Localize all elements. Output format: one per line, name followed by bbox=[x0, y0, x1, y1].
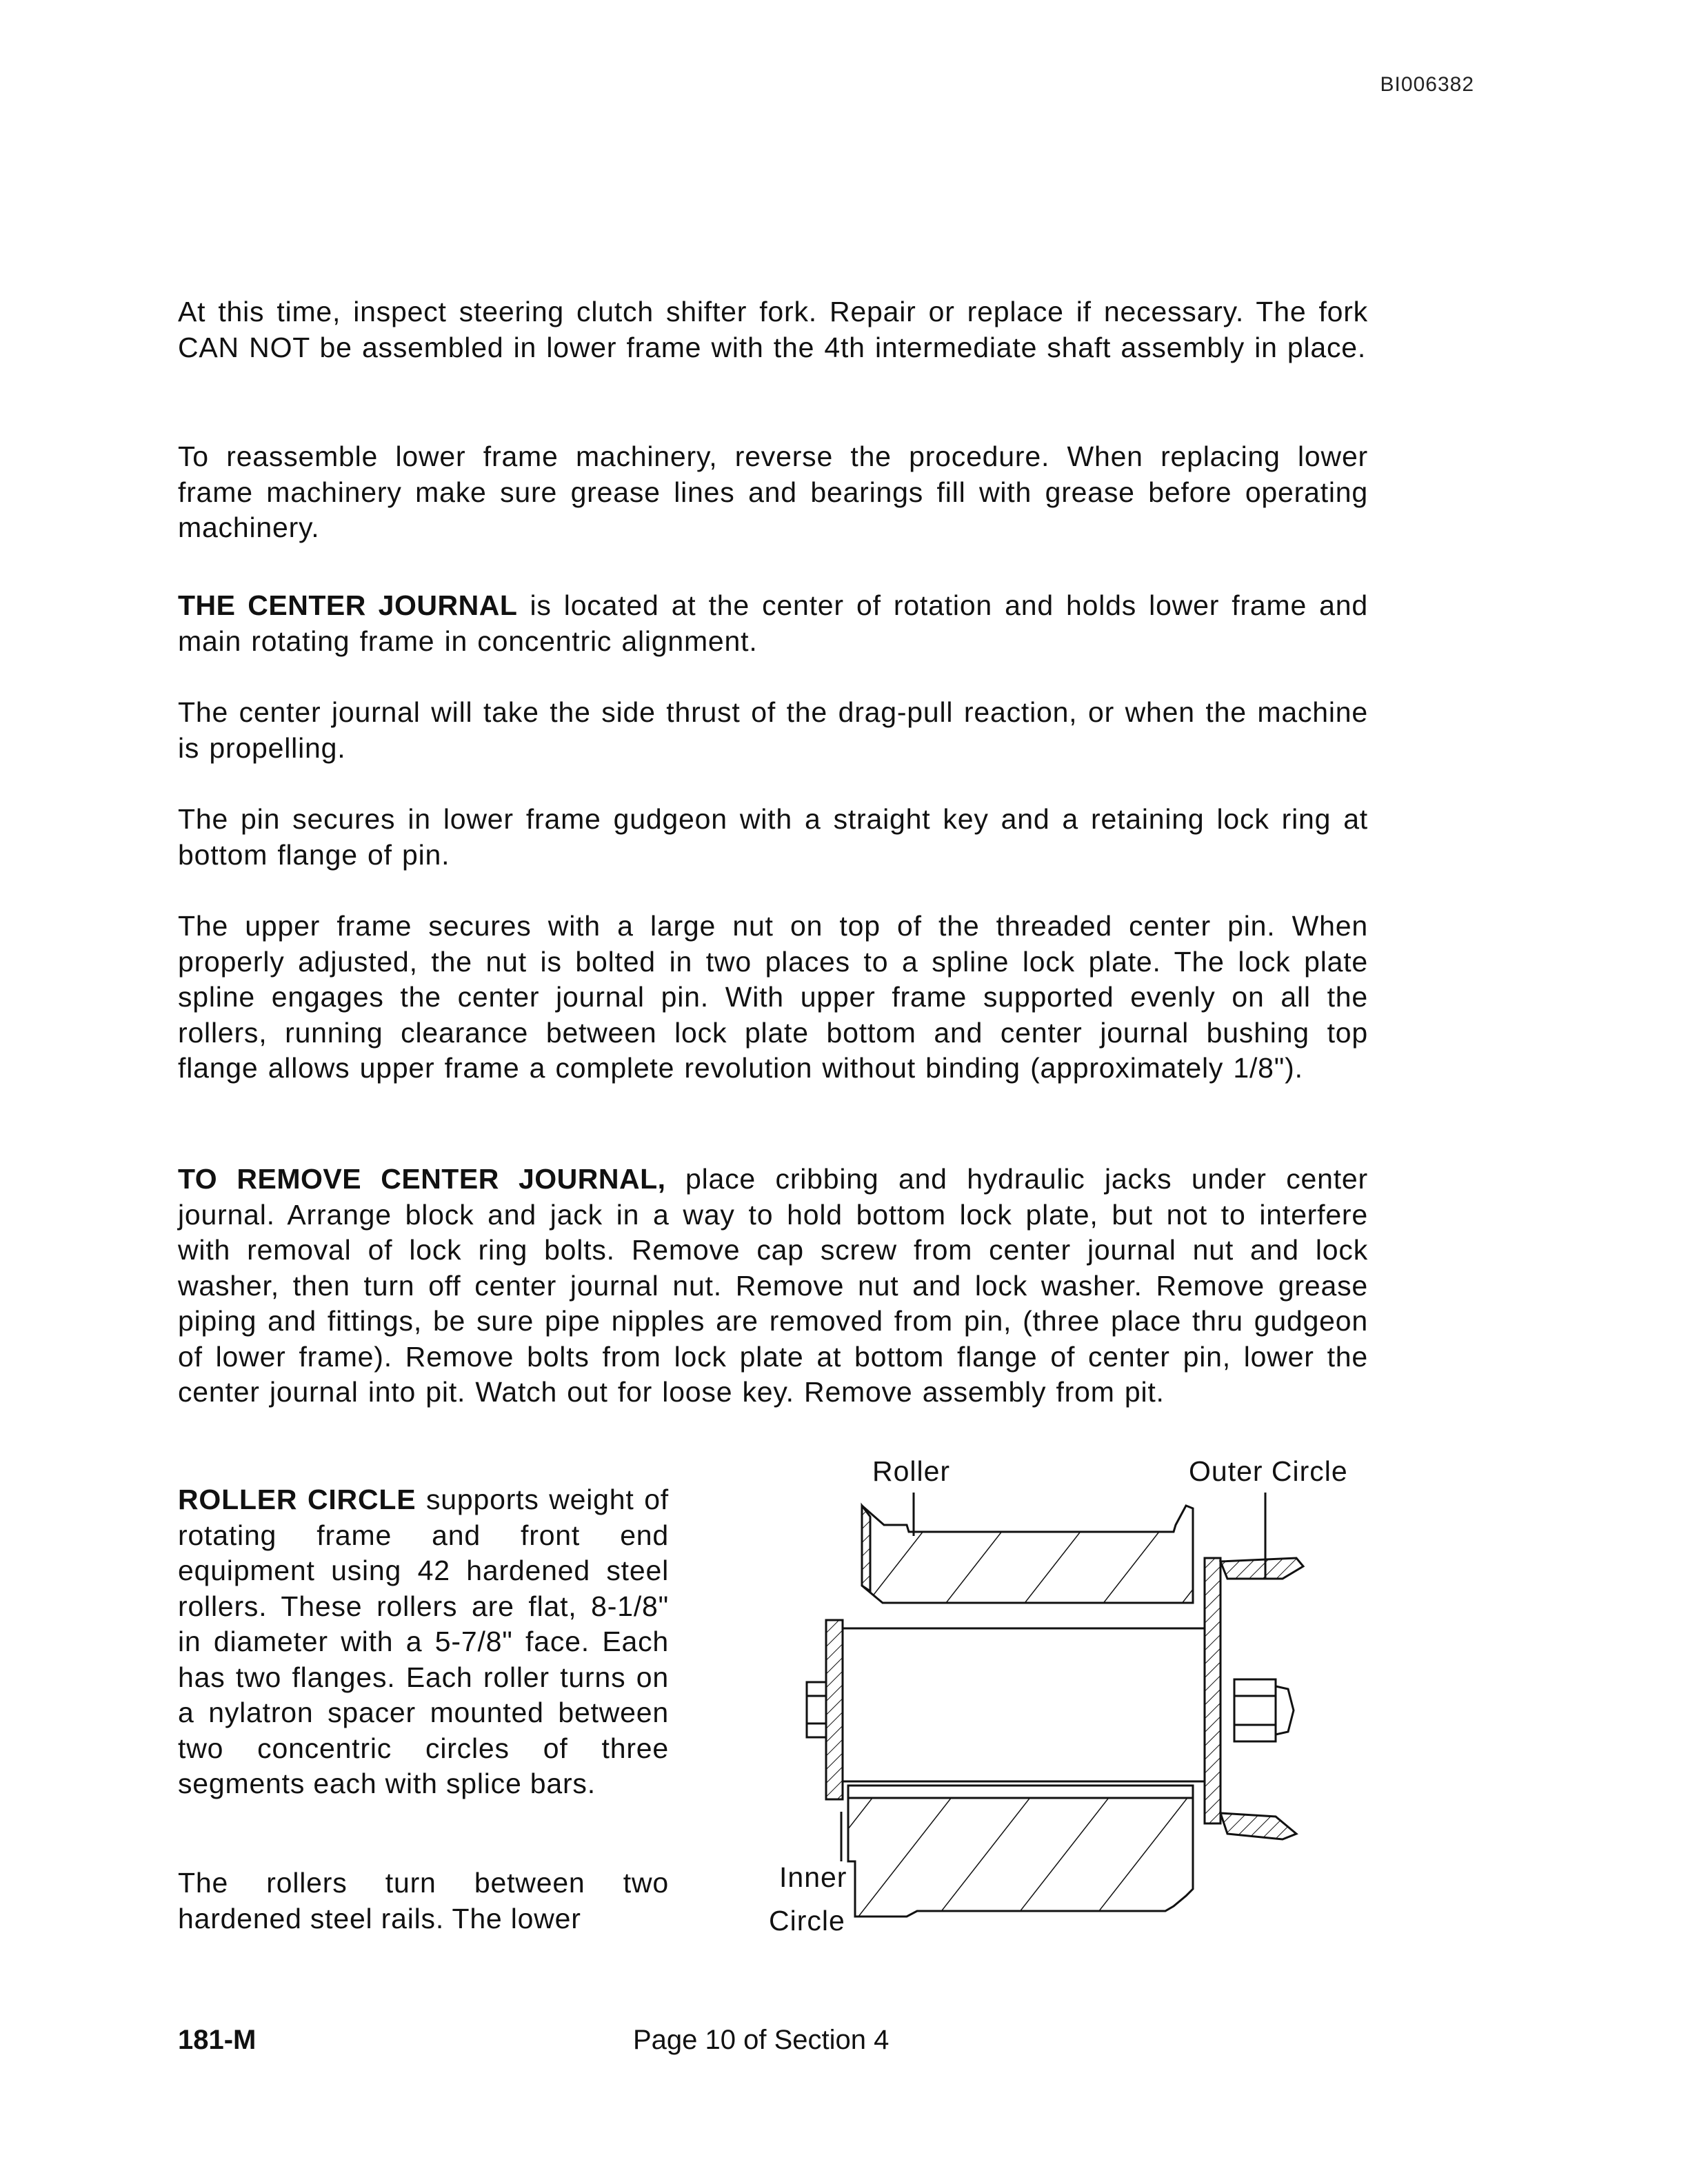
roller-lower-half bbox=[848, 1786, 1193, 1917]
paragraph-reassemble: To reassemble lower frame machinery, reverse the procedure. When replacing lower frame machinery make sure grease lines and bearings fill with grease before operating machinery. bbox=[178, 441, 1368, 543]
label-inner: Inner bbox=[779, 1861, 847, 1893]
paragraph-upper-frame: The upper frame secures with a large nut on top of the threaded center pin. When properly adjusted, the nut is bolted in two places to a spline lock plate. The lock plate spline engages the center journal pin. With upper frame supported evenly on all the rollers, running clearance between lock plate bottom and center journal bushing top flange allows upper frame a complete revolution without binding (approximately 1/8"). bbox=[178, 910, 1368, 1084]
roller-upper-half bbox=[862, 1506, 1193, 1603]
outer-rail-right bbox=[1205, 1558, 1303, 1839]
paragraph-pin: The pin secures in lower frame gudgeon with a straight key and a retaining lock ring at bottom flange of pin. bbox=[178, 803, 1368, 871]
paragraph-remove-center-journal bbox=[178, 1162, 1368, 1410]
paragraph-roller-circle bbox=[178, 1482, 669, 1802]
spacer bbox=[843, 1628, 1205, 1781]
paragraph-center-journal bbox=[178, 588, 1368, 659]
roller-circle-heading: ROLLER CIRCLE bbox=[178, 1484, 416, 1515]
footer-manual-code: 181-M bbox=[178, 2025, 257, 2055]
label-roller: Roller bbox=[872, 1455, 951, 1487]
footer-page-number: Page 10 of Section 4 bbox=[633, 2025, 890, 2055]
document-id: BI006382 bbox=[1380, 73, 1474, 96]
inner-rail-left bbox=[807, 1620, 843, 1799]
remove-center-journal-text: place cribbing and hydraulic jacks under center journal. Arrange block and jack in a way to hold bottom lock plate, but not to interfere with removal of lock ring bolts. Remove cap screw from center journal nut and lock washer, then turn off center journal nut. Remove nut and lock washer. Remove grease piping and fittings, be sure pipe nipples are removed from pin, (three place thru gudgeon of lower frame). Remove bolts from lock plate at bottom flange of center pin, lower the center journal into pit. Watch out for loose key. Remove assembly from pit. bbox=[178, 1163, 1368, 1408]
center-journal-text: is located at the center of rotation and holds lower frame and main rotating frame in concentric alignment. bbox=[178, 589, 1368, 657]
center-journal-heading: THE CENTER JOURNAL bbox=[178, 589, 518, 621]
paragraph-shifter-fork: At this time, inspect steering clutch shifter fork. Repair or replace if necessary. The fork CAN NOT be assembled in lower frame with the 4th intermediate shaft assembly in place. bbox=[178, 296, 1368, 363]
roller-circle-text: supports weight of rotating frame and front end equipment using 42 hardened steel rollers. These rollers are flat, 8-1/8" in diameter with a 5-7/8" face. Each has two flanges. Each roller turns on a nylatron spacer mounted between two concentric circles of three segments each with splice bars. bbox=[178, 1484, 669, 1799]
paragraph-rollers-turn: The rollers turn between two hardened steel rails. The lower bbox=[178, 1867, 669, 1934]
label-circle: Circle bbox=[769, 1905, 845, 1937]
paragraph-side-thrust: The center journal will take the side thrust of the drag-pull reaction, or when the machine is propelling. bbox=[178, 696, 1368, 764]
roller-cross-section-diagram bbox=[752, 1448, 1372, 1944]
remove-center-journal-heading: TO REMOVE CENTER JOURNAL, bbox=[178, 1163, 666, 1195]
label-outer-circle: Outer Circle bbox=[1189, 1455, 1348, 1487]
